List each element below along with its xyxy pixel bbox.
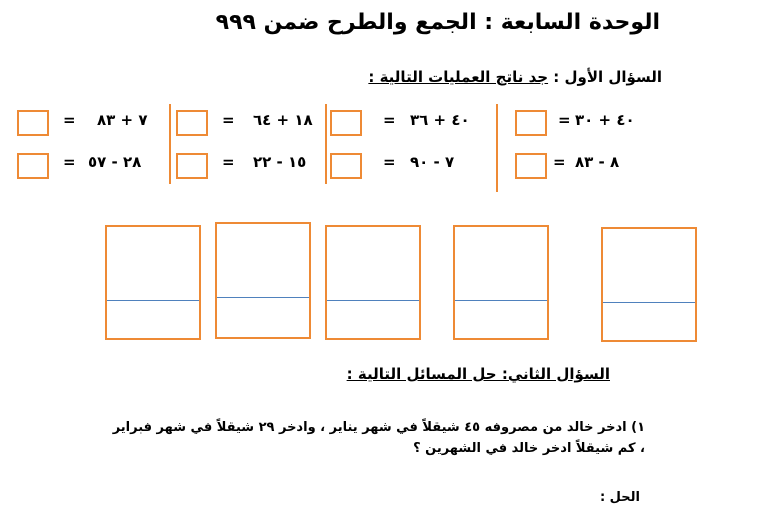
- answer-box[interactable]: [330, 110, 362, 136]
- equals-sign: =: [63, 111, 76, 129]
- problem1-line2: ، كم شيقلاً ادخر خالد في الشهرين ؟: [413, 441, 645, 456]
- work-box-divider: [455, 300, 547, 301]
- answer-box[interactable]: [17, 110, 49, 136]
- work-box[interactable]: [105, 225, 201, 340]
- problem1-line1: ١) ادخر خالد من مصروفه ٤٥ شيقلاً في شهر يناير ، وادخر ٢٩ شيقلاً في شهر فبراير: [112, 420, 645, 435]
- equals-sign: =: [383, 153, 396, 171]
- page-title: الوحدة السابعة : الجمع والطرح ضمن ٩٩٩: [215, 10, 660, 35]
- equation-r1-c2: ٤٠ + ٣٦: [410, 111, 470, 129]
- work-box[interactable]: [325, 225, 421, 340]
- work-box-divider: [603, 302, 695, 303]
- equals-sign: =: [383, 111, 396, 129]
- column-divider: [496, 104, 498, 192]
- answer-box[interactable]: [515, 153, 547, 179]
- equation-r2-c4: ٢٨ - ٥٧: [88, 153, 142, 171]
- equation-r1-c4: ٧ + ٨٣: [97, 111, 148, 129]
- answer-box[interactable]: [330, 153, 362, 179]
- work-box[interactable]: [215, 222, 311, 339]
- equals-sign: =: [222, 153, 235, 171]
- equation-r2-c3: ١٥ - ٢٢: [253, 153, 307, 171]
- answer-box[interactable]: [176, 153, 208, 179]
- question2-heading: [347, 365, 610, 383]
- equals-sign: =: [222, 111, 235, 129]
- equation-r2-c2: ٧ - ٩٠: [410, 153, 455, 171]
- answer-box[interactable]: [176, 110, 208, 136]
- question1-instruction: جد ناتج العمليات التالية :: [368, 68, 549, 86]
- equation-r1-c3: ١٨ + ٦٤: [253, 111, 313, 129]
- work-box-divider: [107, 300, 199, 301]
- question1-label: السؤال الأول :: [553, 68, 662, 86]
- work-box-divider: [217, 297, 309, 298]
- equals-sign: =: [553, 153, 566, 171]
- equation-r1-c1: ٤٠ + ٣٠: [575, 111, 635, 129]
- equals-sign: =: [558, 111, 571, 129]
- work-box[interactable]: [453, 225, 549, 340]
- equals-sign: =: [63, 153, 76, 171]
- work-box[interactable]: [601, 227, 697, 342]
- column-divider: [169, 104, 171, 184]
- answer-box[interactable]: [515, 110, 547, 136]
- column-divider: [325, 104, 327, 184]
- answer-label: الحل :: [599, 490, 640, 505]
- question1-heading: [368, 68, 662, 86]
- work-box-divider: [327, 300, 419, 301]
- equation-r2-c1: ٨ - ٨٣: [575, 153, 620, 171]
- question2-label: السؤال الثاني: حل المسائل التالية :: [346, 365, 610, 383]
- answer-box[interactable]: [17, 153, 49, 179]
